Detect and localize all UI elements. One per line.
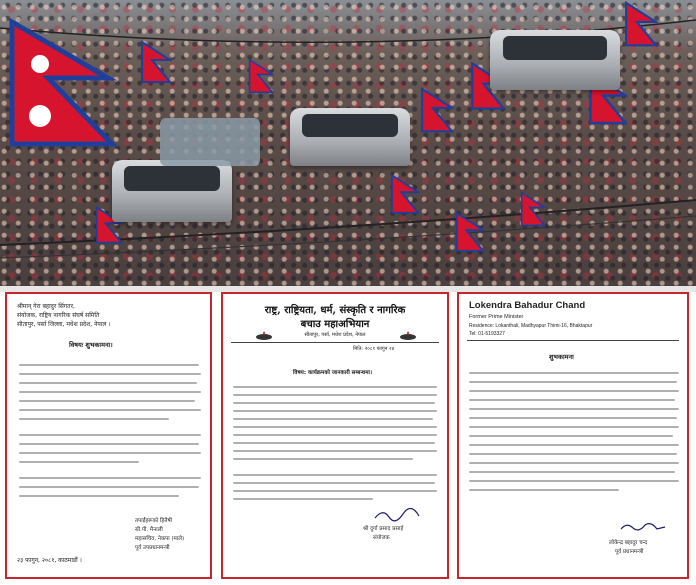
covered-load <box>160 118 260 166</box>
letter-cp-mainali <box>5 292 212 579</box>
rally-crowd-photo <box>0 0 696 290</box>
signer-name: श्री दुर्गा प्रसाद प्रसाई <box>363 526 404 532</box>
closing-line: तपाईंहरूको हितैषी <box>135 518 173 524</box>
nepal-flag-small <box>390 172 420 216</box>
nepal-flag-large <box>8 18 118 148</box>
sender-name: Lokendra Bahadur Chand <box>469 300 586 311</box>
nepal-flag-small <box>140 40 172 84</box>
campaign-title: बचाउ महाअभियान <box>300 319 370 330</box>
letter-date: मिति: २०८१ फागुन २४ <box>353 346 395 352</box>
campaign-address: सीतापुर, पर्सा, मधेश प्रदेश, नेपाल <box>304 332 366 338</box>
nepal-flag-small <box>455 210 485 254</box>
vehicle <box>490 30 620 90</box>
sender-title: Former Prime Minister <box>469 314 524 320</box>
recipient-line: श्रीमान् गेरा बहादुर सिंगतर, <box>17 303 75 310</box>
nepal-flag-small <box>624 0 658 48</box>
signer-name: सी.पी. मैनाली <box>135 527 163 533</box>
letter-lokendra-chand <box>457 292 689 579</box>
subject-line: विषयः शुभकामना। <box>69 341 113 349</box>
letter-campaign <box>221 292 449 579</box>
recipient-line: संयोजक, राष्ट्रिय नागरिक संघर्ष समिति <box>17 312 100 319</box>
signer-title: महासचिव, नेकपा (माले) <box>135 536 185 542</box>
nepal-flag-small <box>520 190 546 228</box>
signature <box>373 508 421 522</box>
campaign-title: राष्ट्र, राष्ट्रियता, धर्म, संस्कृति र नागरिक <box>264 305 406 316</box>
signer-title: संयोजक <box>373 535 390 541</box>
vehicle <box>290 108 410 166</box>
sender-phone: Tel: 01-5193327 <box>469 331 505 337</box>
signer-title: पूर्व प्रधानमन्त्री <box>615 549 644 555</box>
recipient-line: सीतापुर, पर्सा जिल्ला, मधेश प्रदेश, नेपाल । <box>17 321 111 328</box>
subject-line: विषय: कार्यक्रमको जानकारी सम्बन्धमा। <box>293 370 373 376</box>
subject-line: शुभकामना <box>549 353 574 361</box>
vehicle <box>112 160 232 222</box>
nepal-flag-small <box>248 58 274 94</box>
nepal-flag-small <box>420 86 454 134</box>
signer-title: पूर्व उपप्रधानमन्त्री <box>135 545 170 551</box>
signer-name: लोकेन्द्र बहादुर चन्द <box>609 540 648 546</box>
letter-date: २३ फागुन, २०८१, काठमाडौं । <box>17 557 82 564</box>
signature <box>619 520 667 534</box>
sender-address: Residence: Lokanthali, Madhyapur Thimi-16, Bhaktapur <box>469 323 593 329</box>
